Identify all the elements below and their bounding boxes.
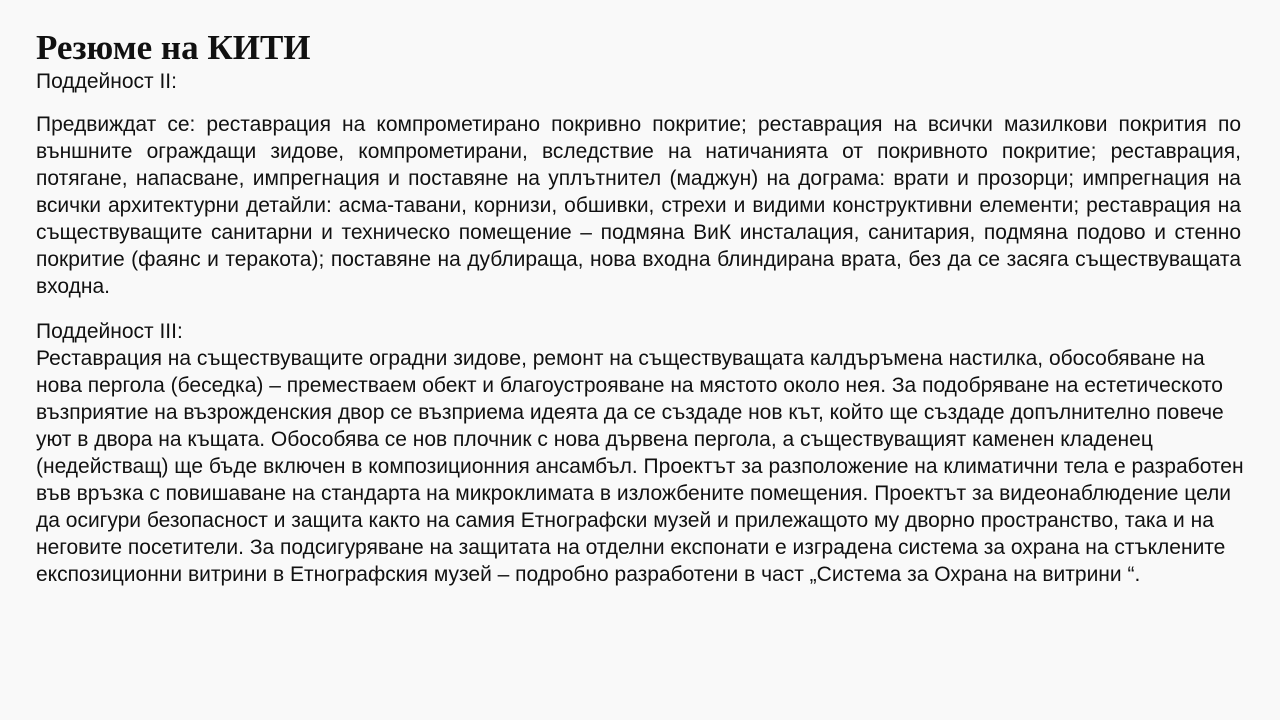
subactivity-3-text: Реставрация на съществуващите оградни зидове, ремонт на съществуващата калдъръмена настилка, обособяване на нова пергола (беседка) – преместваем обект и благоустрояване на мястото около нея. За подобряване на естетическото възприятие на възрожденския двор се възприема идеята да се създаде нов кът, който ще създаде допълнително повече уют в двора на къщата. Обособява се нов плочник с нова дървена пергола, а съществуващият каменен кладенец (недействащ) ще бъде включен в композиционния ансамбъл. Проектът за разположение на климатични тела е разработен във връзка с повишаване на стандарта на микроклимата в изложбените помещения. Проектът за видеонаблюдение цели да осигури безопасност и защита както на самия Етнографски музей и прилежащото му дворно пространство, така и на неговите посетители. За подсигуряване на защитата на отделни експонати е изградена система за охрана на стъклените експозиционни витрини в Етнографския музей – подробно разработени в част „Система за Охрана на витрини “. — [36, 347, 1244, 586]
slide-title: Резюме на КИТИ — [36, 28, 311, 67]
subactivity-2-heading: Поддейност II: — [36, 70, 177, 93]
subactivity-2-text: Предвиждат се: реставрация на компрометирано покривно покритие; реставрация на всички мазилкови покрития по външните ограждащи зидове, компрометирани, вследствие на натичанията от покривното покритие; реставрация, потягане, напасване, импрегнация и поставяне на уплътнител (маджун) на дограма: врати и прозорци; импрегнация на всички архитектурни детайли: асма-тавани, корнизи, обшивки, стрехи и видими конструктивни елементи; реставрация на съществуващите санитарни и техническо помещение – подмяна ВиК инсталация, санитария, подмяна подово и стенно покритие (фаянс и теракота); поставяне на дублираща, нова входна блиндирана врата, без да се засяга съществуващата входна. — [36, 113, 1241, 298]
subactivity-3-heading: Поддейност III: — [36, 320, 183, 343]
